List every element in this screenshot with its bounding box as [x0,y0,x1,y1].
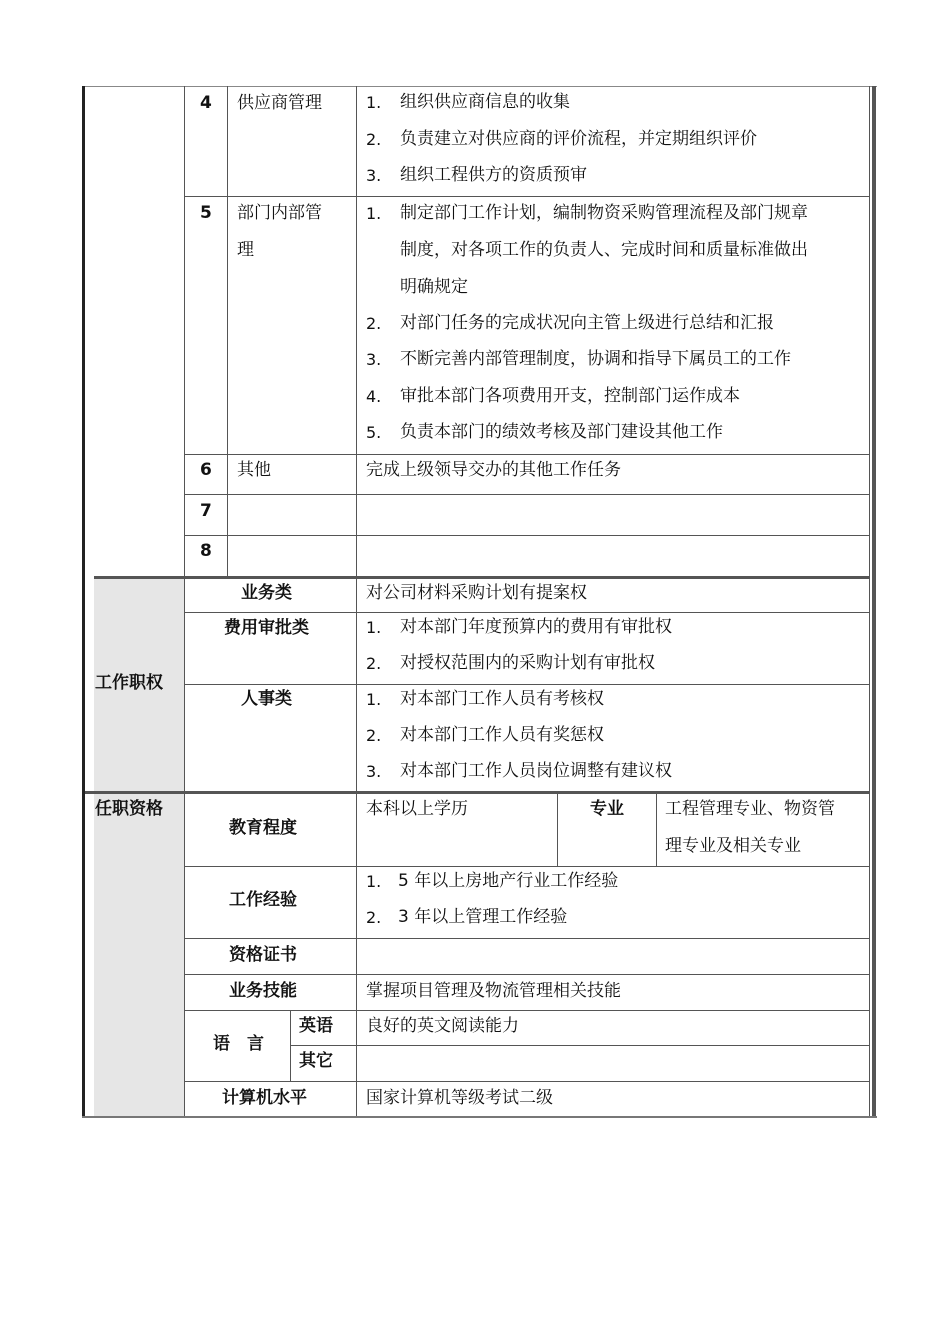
row-divider [184,612,870,613]
duty-item: 审批本部门各项费用开支，控制部门运作成本 [400,386,740,406]
list-marker: 4. [366,387,382,406]
duty-item: 组织工程供方的资质预审 [400,165,587,185]
skills-label: 业务技能 [229,981,297,1001]
inner-right-border [869,86,870,1116]
row-divider [184,938,870,939]
major-label: 专业 [590,799,624,819]
table-left-border [82,86,85,1118]
duty-title: 供应商管理 [237,93,322,113]
duty-title-line2: 理 [237,240,254,260]
duty-number: 4 [200,93,212,113]
row-divider [184,1010,870,1011]
authority-personnel-item: 对本部门工作人员有考核权 [400,689,604,709]
duty-number: 6 [200,460,212,480]
authority-expense-label: 费用审批类 [224,618,309,638]
section-divider [85,791,870,794]
duty-item: 组织供应商信息的收集 [400,92,570,112]
computer-value: 国家计算机等级考试二级 [366,1088,553,1108]
list-marker: 2. [366,908,382,927]
col-divider-major-value [656,793,657,866]
experience-label: 工作经验 [229,890,297,910]
education-label: 教育程度 [229,818,297,838]
list-marker: 3. [366,166,382,185]
duty-item: 对部门任务的完成状况向主管上级进行总结和汇报 [400,313,774,333]
table-bottom-border [82,1116,877,1118]
row-divider [184,684,870,685]
list-marker: 2. [366,130,382,149]
skills-value: 掌握项目管理及物流管理相关技能 [366,981,621,1001]
list-marker: 1. [366,618,382,637]
duty-item-cont: 制度，对各项工作的负责人、完成时间和质量标准做出 [400,240,808,260]
row-divider [290,1045,870,1046]
list-marker: 1. [366,872,382,891]
row-divider [184,1081,870,1082]
computer-label: 计算机水平 [222,1088,307,1108]
qualification-section-bg [94,793,184,1116]
row-divider [184,866,870,867]
authority-business-label: 业务类 [241,583,292,603]
duty-title-line1: 部门内部管 [237,203,322,223]
duty-item-cont: 明确规定 [400,277,468,297]
authority-expense-item: 对授权范围内的采购计划有审批权 [400,653,655,673]
duty-number: 8 [200,541,212,561]
english-value: 良好的英文阅读能力 [366,1016,519,1036]
english-label: 英语 [299,1016,333,1036]
duty-number: 5 [200,203,212,223]
section-divider [94,576,870,579]
authority-personnel-label: 人事类 [241,689,292,709]
col-divider-section [184,86,185,1116]
authority-expense-item: 对本部门年度预算内的费用有审批权 [400,617,672,637]
experience-item: 5 年以上房地产行业工作经验 [398,871,619,891]
list-marker: 2. [366,726,382,745]
row-divider [184,494,870,495]
table-top-border [82,86,877,87]
list-marker: 3. [366,762,382,781]
experience-item: 3 年以上管理工作经验 [398,907,568,927]
duty-title: 其他 [237,460,271,480]
authority-business-text: 对公司材料采购计划有提案权 [366,583,587,603]
list-marker: 1. [366,204,382,223]
authority-section-title: 工作职权 [95,673,163,693]
duty-item: 不断完善内部管理制度，协调和指导下属员工的工作 [400,349,791,369]
education-value: 本科以上学历 [366,799,468,819]
list-marker: 5. [366,423,382,442]
duty-number: 7 [200,501,212,521]
row-divider [184,196,870,197]
col-divider-main [356,86,357,1116]
table-right-border [872,86,876,1118]
row-divider [184,535,870,536]
major-value-line2: 理专业及相关专业 [665,836,801,856]
duty-item: 负责本部门的绩效考核及部门建设其他工作 [400,422,723,442]
col-divider-language [290,1011,291,1081]
list-marker: 1. [366,93,382,112]
list-marker: 3. [366,350,382,369]
col-divider-major-label [557,793,558,866]
list-marker: 1. [366,690,382,709]
duty-item: 制定部门工作计划，编制物资采购管理流程及部门规章 [400,203,808,223]
row-divider [184,974,870,975]
row-divider [184,454,870,455]
list-marker: 2. [366,314,382,333]
duty-text: 完成上级领导交办的其他工作任务 [366,460,621,480]
language-label: 语 言 [213,1034,264,1054]
certificate-label: 资格证书 [229,945,297,965]
authority-personnel-item: 对本部门工作人员有奖惩权 [400,725,604,745]
authority-personnel-item: 对本部门工作人员岗位调整有建议权 [400,761,672,781]
duty-item: 负责建立对供应商的评价流程，并定期组织评价 [400,129,757,149]
major-value-line1: 工程管理专业、物资管 [665,799,835,819]
other-language-label: 其它 [299,1051,333,1071]
col-divider-num [227,86,228,577]
list-marker: 2. [366,654,382,673]
qualification-section-title: 任职资格 [95,799,163,819]
